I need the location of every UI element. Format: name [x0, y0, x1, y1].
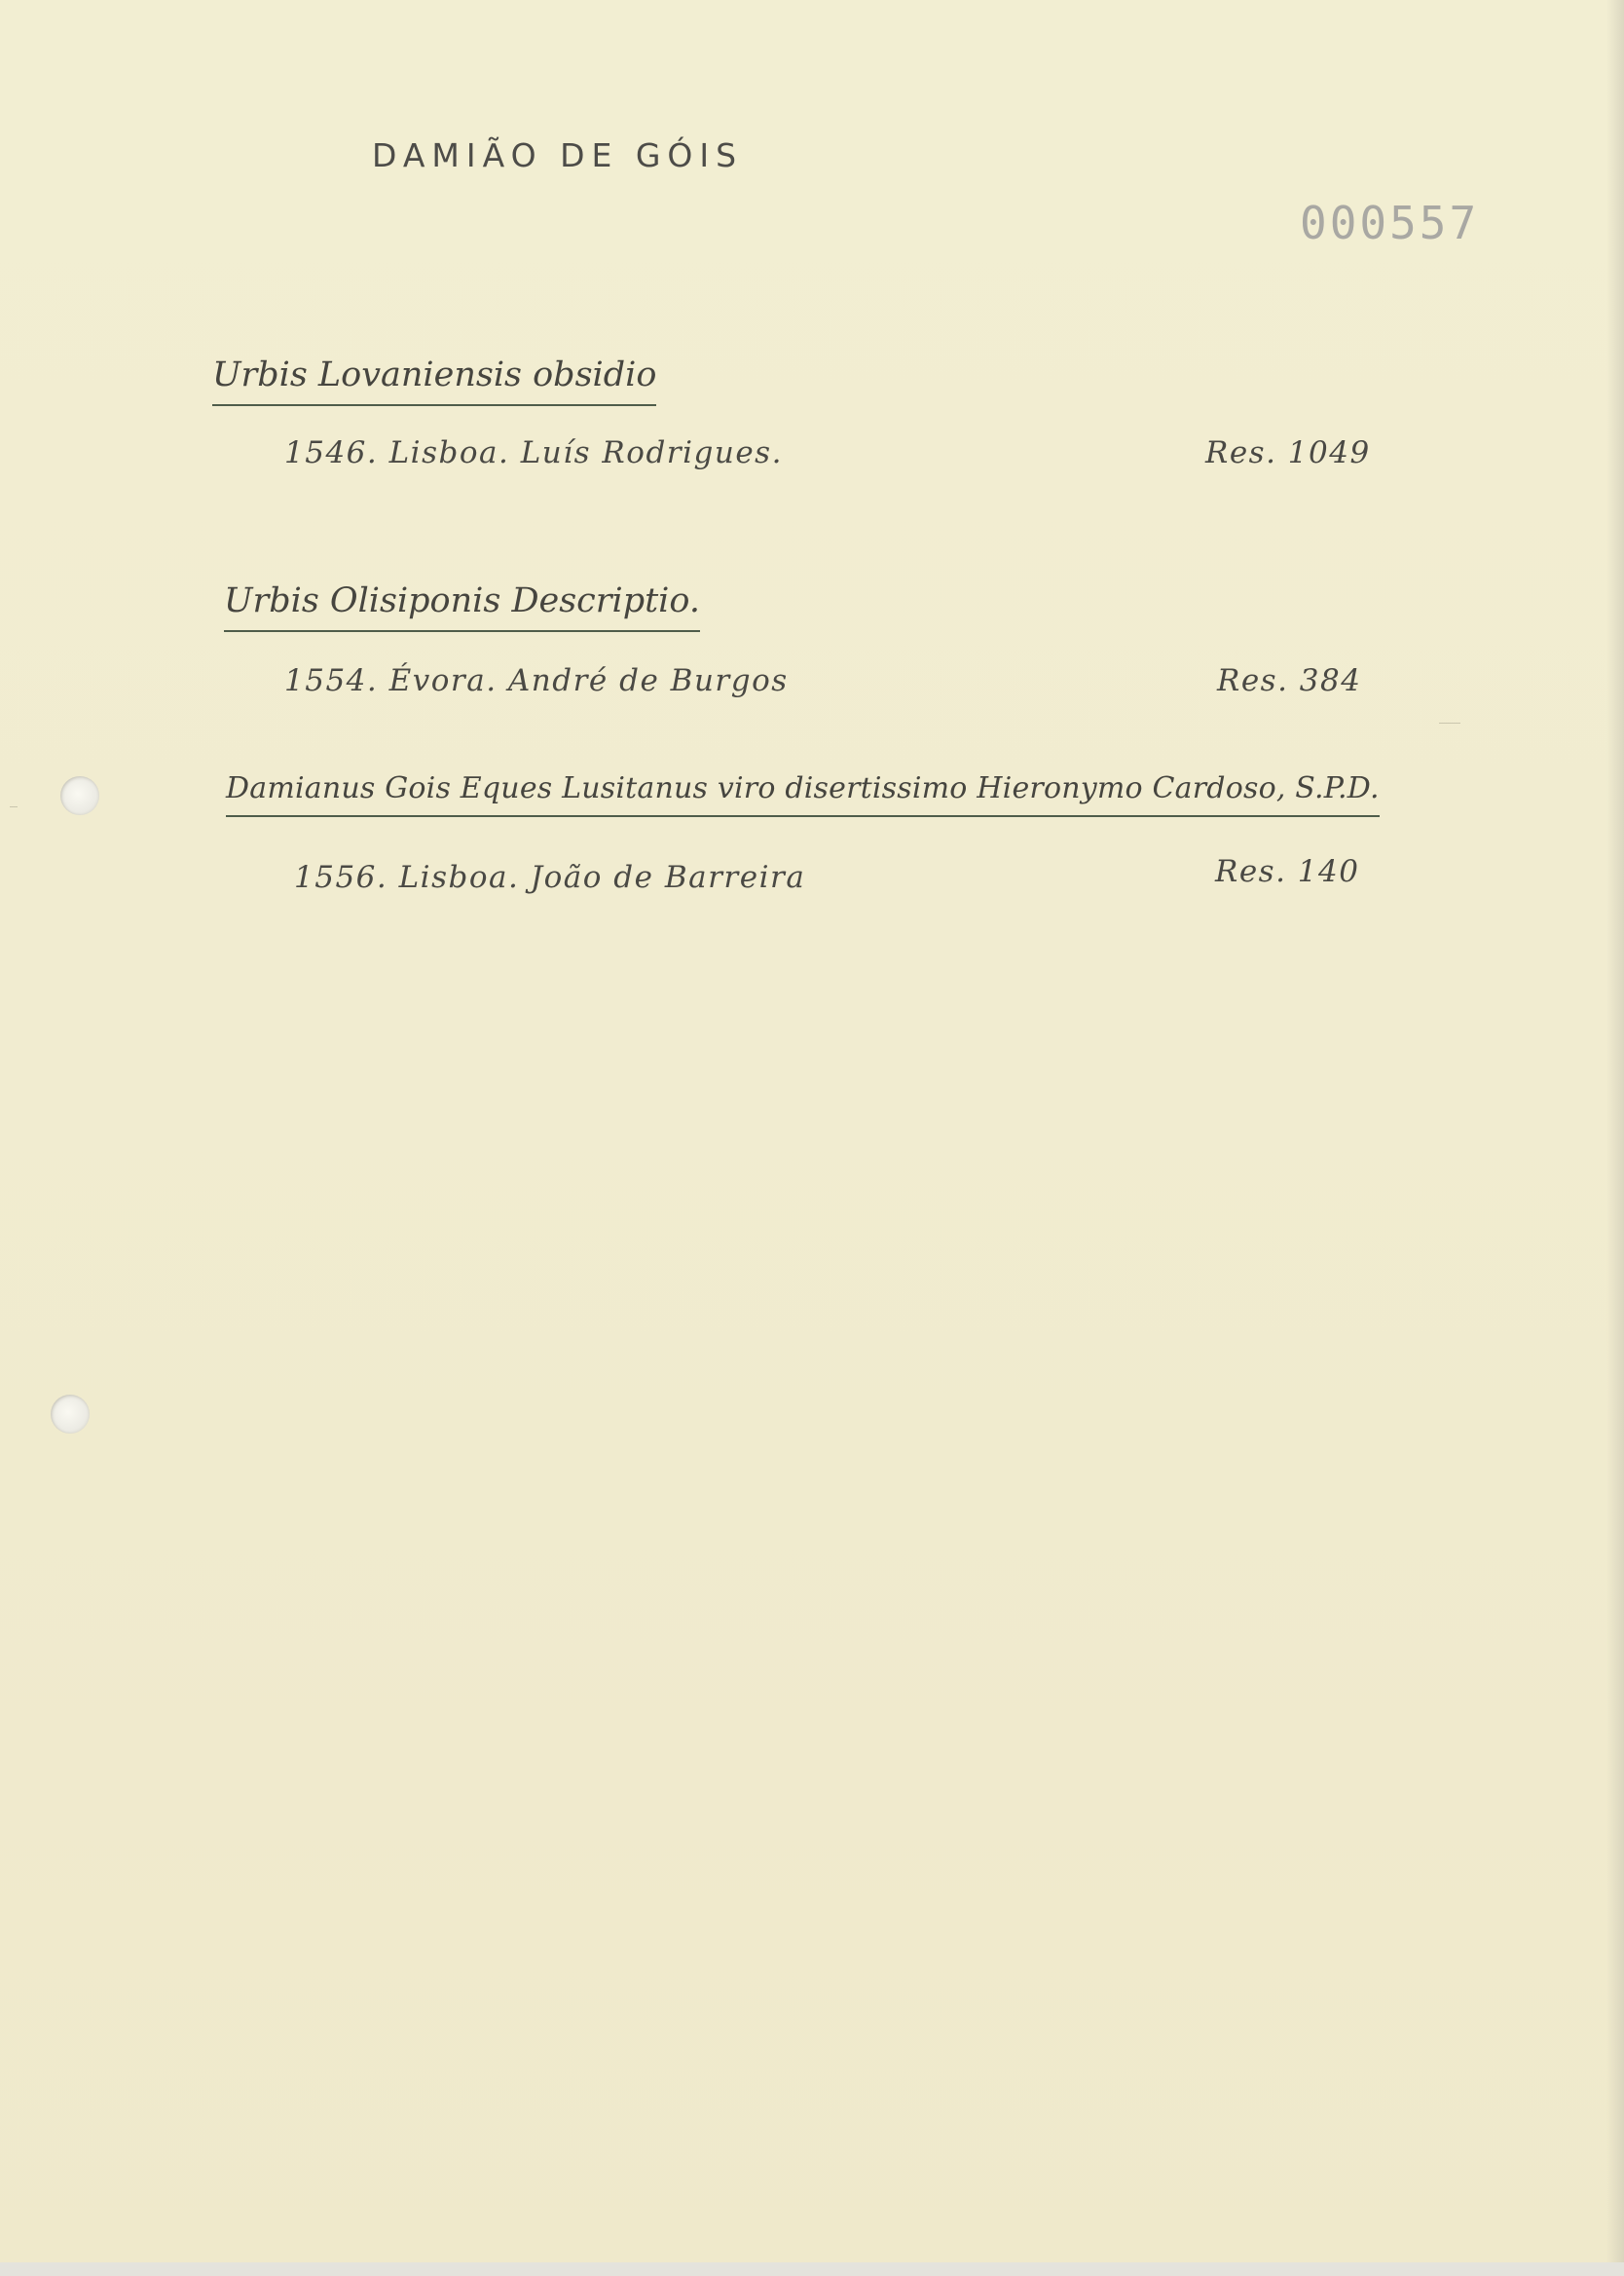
entry-imprint: 1546. Lisboa. Luís Rodrigues.	[284, 435, 783, 470]
punch-hole-icon	[51, 1395, 90, 1434]
entry-imprint: 1556. Lisboa. João de Barreira	[294, 860, 806, 895]
entry-title: Urbis Lovaniensis obsidio	[212, 358, 656, 406]
entry-title: Damianus Gois Eques Lusitanus viro disertissimo Hieronymo Cardoso, S.P.D.	[226, 774, 1380, 817]
document-number-stamp: 000557	[1300, 197, 1480, 249]
entry-imprint: 1554. Évora. André de Burgos	[284, 663, 789, 698]
author-heading: DAMIÃO DE GÓIS	[372, 136, 744, 174]
entry-title: Urbis Olisiponis Descriptio.	[224, 584, 700, 632]
punch-hole-icon	[60, 776, 99, 815]
entry-shelfmark: Res. 140	[1215, 854, 1360, 889]
entry-shelfmark: Res. 1049	[1205, 435, 1371, 470]
entry-shelfmark: Res. 384	[1217, 663, 1362, 698]
paper-right-edge	[1606, 0, 1624, 2276]
paper-mark	[10, 806, 18, 807]
paper-mark	[1439, 723, 1460, 724]
paper-bottom-edge	[0, 2262, 1624, 2276]
